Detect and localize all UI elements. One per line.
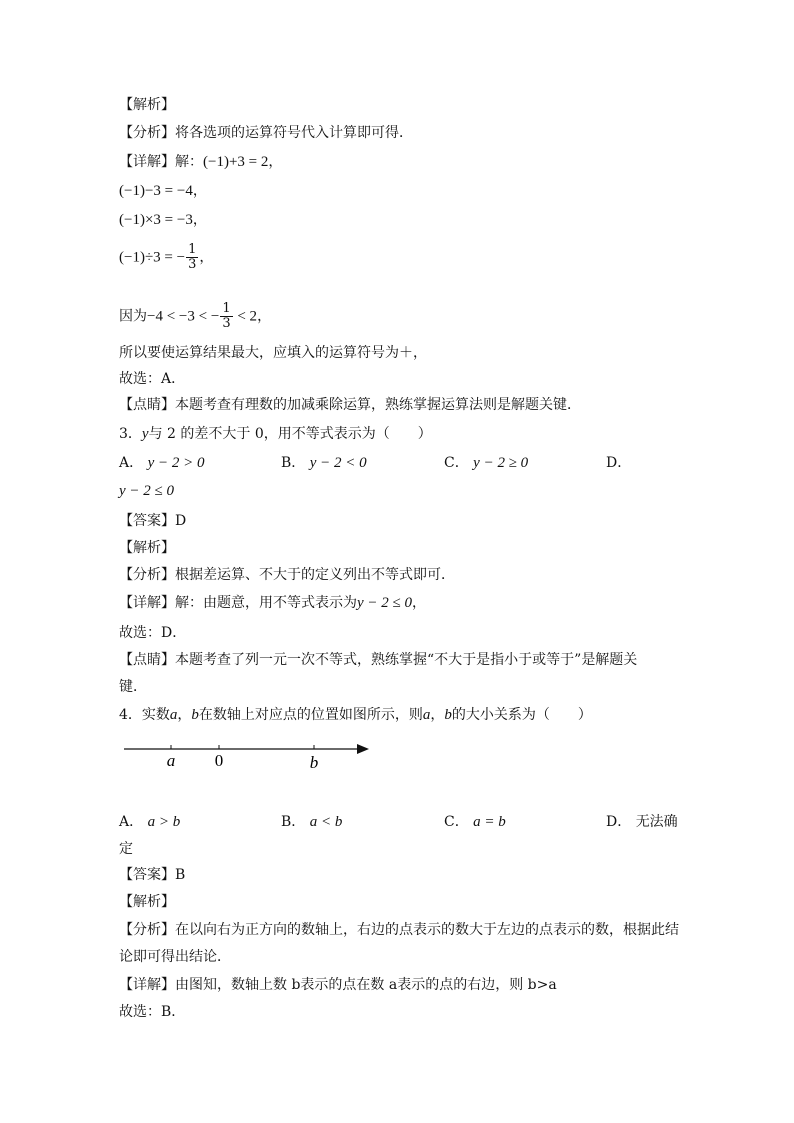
detail-line-4 — [119, 243, 213, 272]
detail-line-5 — [119, 302, 271, 331]
option-label: B． — [281, 455, 306, 471]
option-value: a = b — [473, 814, 506, 830]
q4-choose: 故选：B． — [119, 1004, 186, 1020]
stem-text: 在数轴上对应点的位置如图所示，则 — [198, 707, 423, 723]
option-label: A． — [119, 455, 144, 471]
punct: ， — [199, 249, 214, 266]
variable-y: y — [141, 426, 149, 442]
q4-option-d — [606, 813, 678, 831]
inequality: y − 2 ≤ 0 — [357, 595, 413, 611]
q4-option-b — [281, 813, 342, 831]
detail-label: 【详解】解： — [119, 154, 203, 170]
equation-subtract: (−1)−3 = −4 — [119, 183, 193, 199]
stem-text: 与 2 的差不大于 0，用不等式表示为（ ） — [148, 426, 432, 442]
option-label: A． — [119, 814, 144, 830]
punct: ， — [177, 707, 192, 723]
because-label: 因为 — [119, 308, 147, 325]
q3-comment-1: 【点睛】本题考查了列一元一次不等式，熟练掌握“不大于是指小于或等于”是解题关 — [119, 652, 638, 668]
fraction — [186, 243, 198, 272]
fraction-denominator: 3 — [222, 316, 231, 331]
variable-a: a — [422, 707, 431, 723]
detail-line-3 — [119, 211, 207, 229]
punct: ， — [412, 595, 427, 611]
equation-divide: (−1)÷3 = − — [119, 249, 186, 266]
variable-b: b — [191, 707, 199, 723]
option-value: y − 2 ≤ 0 — [119, 483, 175, 499]
punct: ， — [257, 308, 272, 325]
arrow-right-icon — [357, 744, 369, 754]
q3-option-d-label: D． — [606, 455, 632, 471]
stem-text: 的大小关系为（ ） — [451, 707, 592, 723]
q3-detail — [119, 594, 426, 612]
q4-answer: 【答案】B — [119, 867, 186, 883]
choose-line: 故选：A． — [119, 371, 186, 387]
q4-detail: 【详解】由图知，数轴上数 b表示的点在数 a表示的点的右边，则 b>a — [119, 977, 557, 993]
q4-option-c — [444, 813, 506, 831]
detail-line-6: 所以要使运算结果最大，应填入的运算符号为＋， — [119, 345, 427, 361]
q3-option-b — [281, 454, 367, 472]
option-label: C． — [444, 814, 469, 830]
stem-text: 4．实数 — [119, 707, 170, 723]
punct: ， — [430, 707, 445, 723]
q4-option-a — [119, 813, 180, 831]
label-a: a — [166, 751, 176, 770]
option-value: a < b — [309, 814, 343, 830]
punct: ， — [192, 212, 207, 228]
analysis-heading: 【解析】 — [119, 97, 175, 113]
option-value: y − 2 > 0 — [147, 455, 205, 471]
label-b: b — [309, 753, 319, 772]
detail-line-1 — [119, 153, 282, 171]
q3-comment-2: 键． — [119, 679, 147, 695]
inequality-chain-right: < 2 — [233, 308, 258, 325]
q3-option-c — [444, 454, 528, 472]
q3-option-a — [119, 454, 204, 472]
comment-line: 【点睛】本题考查有理数的加减乘除运算，熟练掌握运算法则是解题关键． — [119, 397, 581, 413]
option-value: y − 2 ≥ 0 — [473, 455, 529, 471]
q4-analysis-1: 【分析】在以向右为正方向的数轴上，右边的点表示的数大于左边的点表示的数，根据此结 — [119, 922, 679, 938]
label-zero: 0 — [214, 751, 224, 770]
q4-analysis-heading: 【解析】 — [119, 894, 175, 910]
question-3-stem — [119, 425, 432, 443]
equation-multiply: (−1)×3 = −3 — [119, 212, 193, 228]
option-value: 无法确 — [635, 814, 678, 830]
inequality-chain-left: −4 < −3 < − — [147, 308, 220, 325]
option-label: B． — [281, 814, 306, 830]
question-4-stem — [119, 706, 592, 724]
number-line-figure — [119, 736, 379, 776]
option-value: y − 2 < 0 — [309, 455, 367, 471]
option-value: a > b — [147, 814, 181, 830]
equation-add: (−1)+3 = 2 — [203, 154, 269, 170]
fraction-numerator: 1 — [222, 301, 231, 316]
variable-b: b — [444, 707, 452, 723]
fraction-denominator: 3 — [188, 257, 197, 272]
analysis-text: 【分析】将各选项的运算符号代入计算即可得． — [119, 125, 413, 141]
punct: ， — [192, 183, 207, 199]
fraction — [220, 302, 232, 331]
q3-analysis-heading: 【解析】 — [119, 540, 175, 556]
question-number: 3． — [119, 426, 142, 442]
detail-text: 【详解】解：由题意，用不等式表示为 — [119, 595, 357, 611]
q4-option-d-cont: 定 — [119, 841, 133, 857]
detail-line-2 — [119, 182, 207, 200]
q3-option-d-value — [119, 482, 174, 500]
option-label: D． — [606, 814, 632, 830]
variable-a: a — [169, 707, 178, 723]
q3-choose: 故选：D． — [119, 625, 187, 641]
q4-analysis-2: 论即可得出结论． — [119, 949, 231, 965]
q3-analysis: 【分析】根据差运算、不大于的定义列出不等式即可． — [119, 567, 455, 583]
fraction-numerator: 1 — [188, 242, 197, 257]
q3-answer: 【答案】D — [119, 513, 187, 529]
option-label: C． — [444, 455, 469, 471]
punct: ， — [268, 154, 283, 170]
